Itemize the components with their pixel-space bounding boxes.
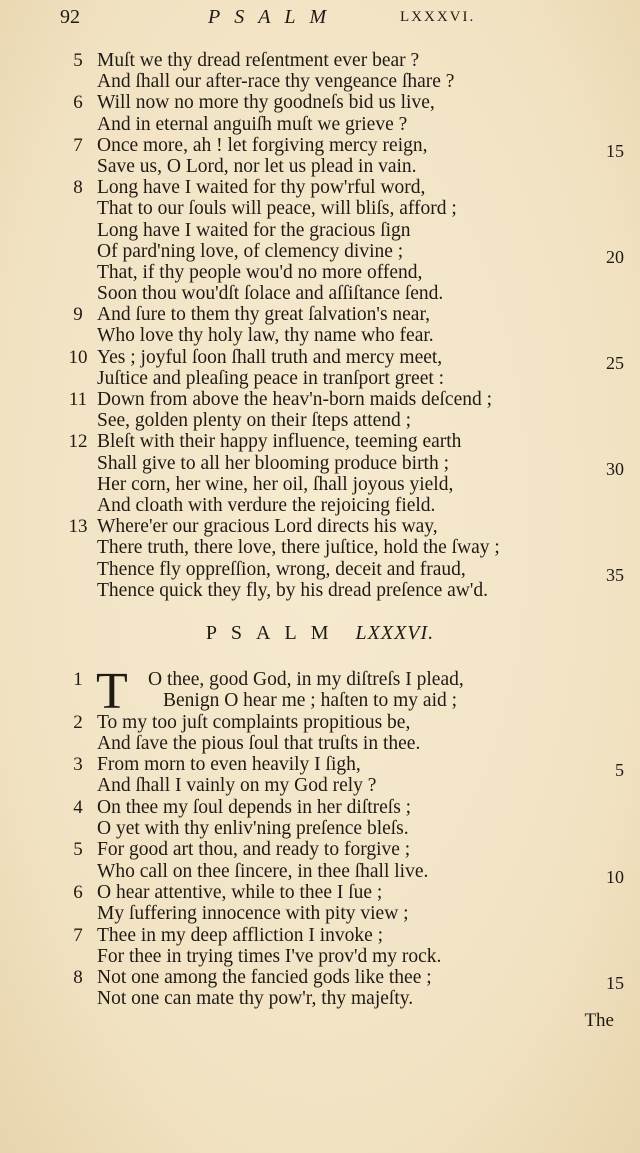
verse-text: There truth, there love, there juſtice, hold the ſway ;	[97, 537, 500, 559]
catchword: The	[584, 1010, 614, 1031]
verse-text: My ſuffering innocence with pity view ;	[97, 903, 409, 925]
verse-text: Juſtice and pleaſing peace in tranſport greet :	[97, 367, 445, 389]
verse-line	[64, 50, 624, 71]
verse-text: Not one can mate thy pow'r, thy majeſty.	[97, 988, 414, 1010]
verse-text: O yet with thy enliv'ning preſence bleſs.	[97, 818, 409, 840]
verse-number: 12	[68, 431, 88, 453]
line-number-margin: 15	[606, 973, 624, 994]
verse-text: From morn to even heavily I ſigh,	[97, 754, 361, 776]
verse-number: 9	[73, 304, 83, 326]
verse-number: 5	[73, 839, 83, 861]
verse-line	[64, 818, 624, 839]
page-number: 92	[60, 6, 80, 28]
verse-line	[64, 733, 624, 754]
verse-text: Soon thou wou'dſt ſolace and aſſiſtance ſend.	[97, 283, 444, 305]
verse-number: 2	[73, 711, 83, 733]
psalm-85-verses	[64, 50, 624, 601]
verse-number: 11	[68, 389, 88, 410]
line-number-margin: 10	[606, 866, 624, 887]
verse-number: 4	[73, 796, 83, 818]
verse-line	[64, 431, 624, 452]
psalm-86-verses	[64, 663, 624, 1010]
verse-line	[64, 860, 624, 887]
verse-number: 8	[73, 177, 83, 199]
verse-text: Who call on thee ſincere, in thee ſhall live.	[97, 860, 429, 882]
verse-text: On thee my ſoul depends in her diſtreſs ;	[97, 796, 412, 818]
psalm-heading-word: PSALM	[205, 622, 343, 644]
verse-text: For good art thou, and ready to forgive ;	[97, 839, 411, 861]
verse-text: Yes ; joyful ſoon ſhall truth and mercy meet,	[97, 346, 443, 368]
verse-line	[64, 346, 624, 373]
verse-text: See, golden plenty on their ſteps attend ;	[97, 410, 412, 432]
running-psalm-number: LXXXVI.	[400, 9, 476, 25]
verse-line	[64, 516, 624, 537]
verse-line	[64, 797, 624, 818]
verse-line	[64, 134, 624, 161]
verse-number: 13	[68, 516, 88, 538]
verse-number: 6	[73, 92, 83, 114]
verse-text: Once more, ah ! let forgiving mercy reign,	[97, 134, 428, 156]
verse-line	[64, 114, 624, 135]
verse-text: Long have I waited for thy pow'rful word,	[97, 177, 426, 199]
verse-number: 7	[73, 134, 83, 156]
verse-line	[64, 92, 624, 113]
verse-line	[64, 452, 624, 479]
verse-text: And ſure to them thy great ſalvation's near,	[97, 304, 431, 326]
verse-text: And ſave the pious ſoul that truſts in thee.	[97, 732, 421, 754]
verse-text: Down from above the heav'n-born maids deſcend ;	[97, 389, 493, 410]
verse-text: Save us, O Lord, nor let us plead in vain.	[97, 155, 417, 177]
verse-text: Muſt we thy dread reſentment ever bear ?	[97, 50, 420, 71]
verse-line	[64, 262, 624, 283]
line-number-margin: 5	[615, 760, 624, 781]
verse-text: Not one among the fancied gods like thee ;	[97, 967, 432, 989]
verse-text: O hear attentive, while to thee I ſue ;	[97, 881, 383, 903]
verse-text: Who love thy holy law, thy name who fear.	[97, 325, 434, 347]
verse-number: 10	[68, 346, 88, 368]
verse-line	[64, 71, 624, 92]
verse-line	[64, 474, 624, 495]
line-number-margin: 15	[606, 140, 624, 161]
verse-number: 7	[73, 924, 83, 946]
verse-line	[64, 389, 624, 410]
verse-line	[64, 580, 624, 601]
verse-line	[64, 754, 624, 781]
verse-line	[64, 304, 624, 325]
verse-text: Long have I waited for the gracious ſign	[97, 219, 411, 241]
verse-text: Bleſt with their happy influence, teeming earth	[97, 431, 462, 453]
verse-line	[64, 220, 624, 241]
verse-text: Her corn, her wine, her oil, ſhall joyous yield,	[97, 473, 454, 495]
drop-cap: T	[96, 663, 128, 720]
verse-text: O thee, good God, in my diſtreſs I plead,	[148, 669, 464, 690]
verse-line	[64, 903, 624, 924]
verse-line	[64, 558, 624, 585]
verse-line	[64, 198, 624, 219]
verse-text: That to our ſouls will peace, will bliſs, afford ;	[97, 198, 457, 220]
running-title: PSALM	[208, 6, 341, 28]
verse-text: Thence quick they fly, by his dread preſence aw'd.	[97, 579, 489, 601]
verse-text: That, if thy people wou'd no more offend,	[97, 261, 423, 283]
verse-line	[64, 537, 624, 558]
line-number-margin: 25	[606, 352, 624, 373]
verse-text: And ſhall I vainly on my God rely ?	[97, 775, 377, 797]
verse-number: 6	[73, 881, 83, 903]
verse-text: To my too juſt complaints propitious be,	[97, 711, 411, 733]
verse-text: Where'er our gracious Lord directs his way,	[97, 516, 438, 538]
verse-line	[64, 283, 624, 304]
verse-line	[64, 156, 624, 177]
verse-text: Of pard'ning love, of clemency divine ;	[97, 240, 404, 262]
verse-line	[64, 325, 624, 346]
verse-line	[64, 410, 624, 431]
verse-text: And ſhall our after-race thy vengeance ſhare ?	[97, 71, 455, 93]
verse-number: 5	[73, 50, 83, 71]
verse-number: 8	[73, 967, 83, 989]
line-number-margin: 35	[606, 564, 624, 585]
verse-line	[64, 368, 624, 389]
psalm-heading	[0, 622, 640, 645]
line-number-margin: 20	[606, 246, 624, 267]
verse-text: Benign O hear me ; haſten to my aid ;	[163, 690, 458, 712]
verse-line	[64, 240, 624, 267]
verse-line	[64, 925, 624, 946]
verse-line	[64, 967, 624, 994]
psalm-heading-number: LXXXVI.	[355, 622, 435, 644]
verse-number: 1	[73, 669, 83, 690]
verse-line	[64, 669, 624, 690]
verse-line	[64, 690, 624, 711]
verse-text: Thence fly oppreſſion, wrong, deceit and fraud,	[97, 558, 466, 580]
verse-number: 3	[73, 754, 83, 776]
verse-text: Will now no more thy goodneſs bid us live,	[97, 92, 435, 114]
line-number-margin: 30	[606, 458, 624, 479]
verse-text: And cloath with verdure the rejoicing field.	[97, 494, 436, 516]
verse-text: For thee in trying times I've prov'd my rock.	[97, 945, 442, 967]
verse-line	[64, 495, 624, 516]
verse-line	[64, 988, 624, 1009]
verse-text: And in eternal anguiſh muſt we grieve ?	[97, 113, 408, 135]
verse-line	[64, 775, 624, 796]
page-header	[60, 6, 480, 32]
verse-line	[64, 882, 624, 903]
verse-text: Thee in my deep affliction I invoke ;	[97, 924, 384, 946]
verse-line	[64, 839, 624, 860]
verse-line	[64, 712, 624, 733]
verse-text: Shall give to all her blooming produce birth ;	[97, 452, 450, 474]
verse-line	[64, 946, 624, 967]
verse-line	[64, 177, 624, 198]
